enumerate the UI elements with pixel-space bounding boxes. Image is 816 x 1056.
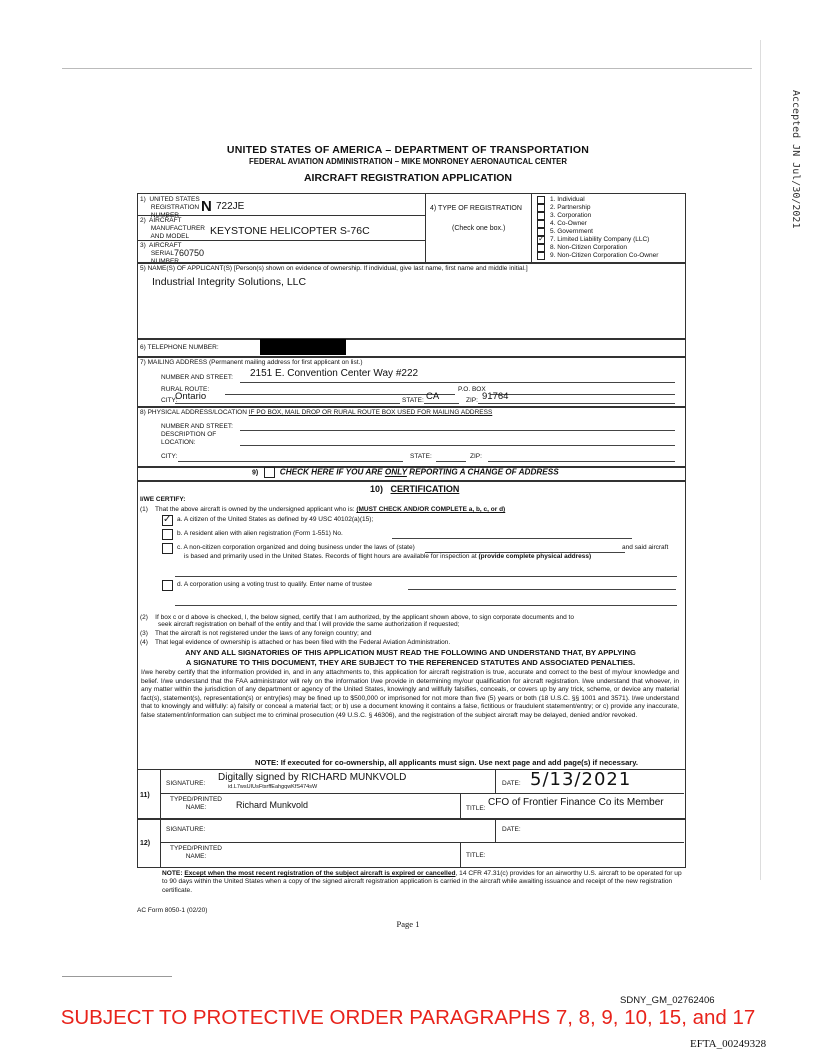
underline	[424, 403, 459, 404]
field11-title: CFO of Frontier Finance Co its Member	[488, 797, 664, 808]
field11-name: Richard Munkvold	[236, 800, 309, 810]
underline	[175, 605, 677, 606]
underline	[425, 552, 625, 553]
divider	[160, 793, 684, 794]
field7-rural-label: RURAL ROUTE:	[161, 386, 210, 393]
field1-label: 1) UNITED STATES REGISTRATION NUMBER	[140, 196, 200, 219]
divider	[495, 769, 496, 793]
warning-line-2: A SIGNATURE TO THIS DOCUMENT, THEY ARE SUBJECT TO THE REFERENCED STATUTES AND ASSOCIATED PENALTIES.	[185, 658, 636, 667]
field11-title-label: TITLE:	[466, 805, 486, 812]
divider	[425, 193, 426, 263]
field8-label: 8) PHYSICAL ADDRESS/LOCATION IF PO BOX, MAIL DROP OR RURAL ROUTE BOX USED FOR MAILING ADDRESS	[140, 409, 493, 416]
field8-zip-label: ZIP:	[470, 453, 482, 460]
field3-serial-number: 760750	[174, 248, 205, 258]
accepted-stamp: Accepted JN Jul/30/2021	[790, 90, 801, 229]
header-dept: UNITED STATES OF AMERICA – DEPARTMENT OF TRANSPORTATION	[226, 144, 590, 156]
divider	[495, 818, 496, 842]
telephone-redaction	[260, 339, 346, 355]
underline	[240, 430, 675, 431]
underline	[436, 461, 466, 462]
cert-item-3: (3) That the aircraft is not registered under the laws of any foreign country; and	[140, 630, 372, 637]
field11-signature[interactable]: Digitally signed by RICHARD MUNKVOLD	[218, 772, 407, 783]
reg-type-option-llc-checked[interactable]: ✓ 7. Limited Liability Company (LLC)	[538, 234, 650, 243]
field11-signature-id: id.L7wsUIUsFtsrffEahgqwKfS474sW	[228, 784, 318, 790]
cert-option-b[interactable]: b. A resident alien with alien registration (Form 1-551) No.	[162, 529, 662, 539]
field12-num: 12)	[140, 840, 151, 847]
reg-type-option[interactable]: 1. Individual	[537, 196, 683, 204]
legal-certification-text: I/we hereby certify that the information provided in, and in any attachments to, this application for aircraft registration is true, accurate and correct to the best of my/our knowledge and belief. I/we understand that the FAA administrator will rely on the information I/we provide in determining my/our qualification for aircraft registration. I/we understand that whoever, in any matter within the jurisdiction of any department or agency of the United States, knowingly and willfully falsifies, conceals, or covers up by any trick, scheme, or device any material fact(s), statement(s), representation(s) or entry(ies) may be fined up to $500,000 or imprisoned for not more than five (5) years or both (18 U.S.C. §§ 1001 and 3571). I/we understand that to knowingly and willfully: a) falsify or conceal a material fact; or b) use a document knowing it contains a false, fictitious or fraudulent statement/entry; or c) provide any inaccurate, false statement/information can subject me to criminal prosecution (49 U.S.C. § 46306), and the registration of the subject aircraft may be delayed, denied and/or revoked.	[141, 669, 679, 719]
scan-edge-line	[62, 68, 752, 69]
change-of-address-row[interactable]: 9) CHECK HERE IF YOU ARE ONLY REPORTING A CHANGE OF ADDRESS	[252, 467, 559, 477]
divider	[460, 842, 461, 867]
cert-item-2a: (2) If box c or d above is checked, I, the below signed, certify that I am authorized, by the applicant shown above, to sign corporate documents and to	[140, 614, 574, 621]
cert-option-a[interactable]: ✓ a. A citizen of the United States as defined by 49 USC 40102(a)(15);	[163, 514, 374, 525]
cert-item-2b: seek aircraft registration on behalf of the entity and that I will provide the same authorization if requested;	[140, 621, 460, 628]
field4-label: 4) TYPE OF REGISTRATION	[430, 205, 522, 212]
registration-type-list	[537, 196, 683, 260]
reg-type-option[interactable]: 5. Government	[537, 228, 683, 236]
reg-type-option[interactable]: 4. Co-Owner	[537, 220, 683, 228]
field7-state-label: STATE:	[402, 397, 424, 404]
divider	[160, 769, 161, 819]
page-number: Page 1	[396, 919, 420, 929]
field12-name-label: TYPED/PRINTED NAME:	[170, 845, 223, 860]
field2-label: 2) AIRCRAFT MANUFACTURER AND MODEL	[140, 217, 206, 240]
coownership-note: NOTE: If executed for co-ownership, all applicants must sign. Use next page and add page(s) if necessary.	[255, 758, 639, 767]
reg-type-option[interactable]: 3. Corporation	[537, 212, 683, 220]
change-of-address-checkbox[interactable]	[264, 467, 275, 478]
field7-city: Ontario	[175, 391, 207, 402]
bates-number: SDNY_GM_02762406	[620, 995, 715, 1006]
field8-state-label: STATE:	[410, 453, 432, 460]
underline	[240, 445, 675, 446]
underline	[225, 394, 455, 395]
field5-label: 5) NAME(S) OF APPLICANT(S) [Person(s) shown on evidence of ownership. If individual, give last name, first name and middle initial.]	[140, 265, 528, 272]
reg-type-option[interactable]: 9. Non-Citizen Corporation Co-Owner	[537, 252, 683, 260]
field4-hint: (Check one box.)	[452, 225, 506, 232]
field12-signature-label: SIGNATURE:	[166, 826, 206, 833]
cert-option-d[interactable]: d. A corporation using a voting trust to qualify. Enter name of trustee	[162, 580, 662, 590]
field7-street: 2151 E. Convention Center Way #222	[250, 368, 419, 379]
field1-registration-number: 722JE	[216, 201, 245, 212]
underline	[490, 394, 675, 395]
field7-zip-label: ZIP:	[466, 397, 478, 404]
field12-title-label: TITLE:	[466, 852, 486, 859]
divider	[531, 193, 532, 263]
field5-applicant-name: Industrial Integrity Solutions, LLC	[152, 276, 307, 288]
field12-date-label: DATE:	[502, 826, 521, 833]
field11-name-label: TYPED/PRINTED NAME:	[170, 796, 223, 811]
efta-number: EFTA_00249328	[690, 1038, 767, 1050]
underline	[175, 403, 400, 404]
scan-right-edge	[760, 40, 761, 880]
warning-line-1: ANY AND ALL SIGNATORIES OF THIS APPLICATION MUST READ THE FOLLOWING AND UNDERSTAND THAT, BY APPLYING	[185, 648, 636, 657]
field1-n-prefix: N	[201, 198, 212, 215]
reg-type-option[interactable]: 8. Non-Citizen Corporation	[537, 244, 683, 252]
we-certify-label: I/WE CERTIFY:	[140, 496, 186, 503]
underline	[408, 589, 676, 590]
field7-state: CA	[426, 391, 440, 402]
field7-zip: 91764	[482, 391, 509, 402]
cert-item-4: (4) That legal evidence of ownership is attached or has been filed with the Federal Aviation Administration.	[140, 639, 451, 646]
header-faa: FEDERAL AVIATION ADMINISTRATION – MIKE MONRONEY AERONAUTICAL CENTER	[249, 157, 567, 166]
form-id: AC Form 8050-1 (02/20)	[137, 907, 208, 914]
field8-city-label: CITY:	[161, 453, 178, 460]
cert-option-c[interactable]: c. A non-citizen corporation organized and doing business under the laws of (state) and said aircraft is based and primarily used in the United States. Records of flight hours are available for inspection at (provide complete physical address)	[162, 543, 677, 565]
field8-street-label: NUMBER AND STREET: DESCRIPTION OF LOCATION:	[161, 423, 233, 446]
underline	[478, 403, 675, 404]
checkmark-icon: ✓	[163, 514, 172, 525]
cert-item-1: (1) That the above aircraft is owned by the undersigned applicant who is: (MUST CHECK AND/OR COMPLETE a, b, c, or d)	[140, 506, 506, 513]
underline	[175, 576, 677, 577]
field6-label: 6) TELEPHONE NUMBER:	[140, 344, 219, 351]
divider	[460, 793, 461, 818]
protective-order-banner: SUBJECT TO PROTECTIVE ORDER PARAGRAPHS 7, 8, 9, 10, 15, and 17	[60, 1006, 756, 1029]
underline	[392, 538, 632, 539]
reg-type-option[interactable]: 2. Partnership	[537, 204, 683, 212]
field3-label: 3) AIRCRAFT SERIAL NUMBER	[140, 242, 182, 265]
field11-signature-label: SIGNATURE:	[166, 780, 206, 787]
field11-date-label: DATE:	[502, 780, 521, 787]
field7-label: 7) MAILING ADDRESS (Permanent mailing address for first applicant on list.)	[140, 359, 363, 366]
checkmark-icon: ✓	[538, 234, 545, 243]
field11-date: 5/13/2021	[530, 769, 632, 790]
underline	[178, 461, 403, 462]
divider	[160, 842, 684, 843]
field2-manufacturer-model: KEYSTONE HELICOPTER S-76C	[210, 225, 370, 237]
underline	[488, 461, 675, 462]
field6-box	[137, 338, 686, 358]
scan-bottom-line	[62, 976, 172, 977]
field7-city-label: CITY:	[161, 397, 178, 404]
certification-heading: 10) CERTIFICATION	[370, 484, 460, 494]
field7-pobox-label: P.O. BOX	[458, 386, 486, 393]
bottom-note: NOTE: Except when the most recent registration of the subject aircraft is expired or cancelled, 14 CFR 47.31(c) provides for an airworthy U.S. aircraft to be operated for up to 90 days within the United States when a copy of the signed aircraft registration application is carried in the aircraft while awaiting issuance and receipt of the new registration certificate.	[162, 870, 682, 894]
field7-street-label: NUMBER AND STREET:	[161, 374, 233, 381]
field5-box	[137, 262, 686, 340]
underline	[240, 382, 675, 383]
field11-num: 11)	[140, 792, 150, 799]
page-title: AIRCRAFT REGISTRATION APPLICATION	[303, 172, 513, 184]
